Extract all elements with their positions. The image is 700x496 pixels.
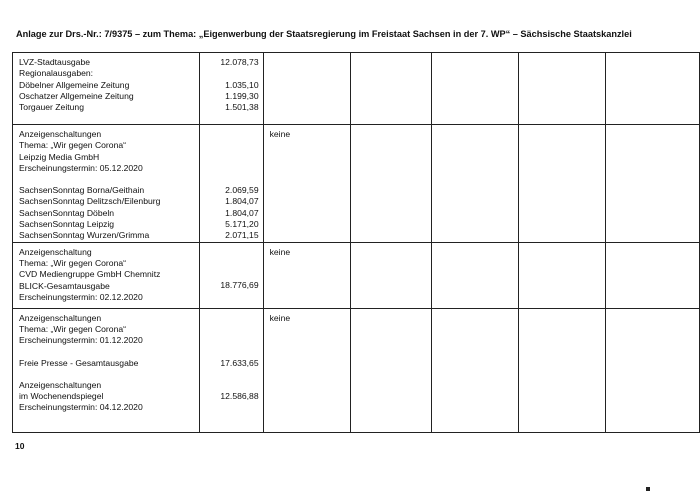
amount-value	[206, 68, 258, 79]
publication-name: LVZ-Stadtausgabe	[19, 57, 91, 67]
empty-cell	[350, 308, 431, 432]
ad-heading: Anzeigenschaltungen	[19, 379, 102, 390]
publication-name: SachsenSonntag Delitzsch/Eilenburg	[19, 196, 161, 207]
publication-name: im Wochenendspiegel	[19, 391, 104, 402]
note-cell	[263, 53, 350, 125]
ad-topic: Thema: „Wir gegen Corona“	[19, 257, 126, 268]
publication-name: SachsenSonntag Wurzen/Grimma	[19, 230, 150, 241]
amount-cell	[200, 53, 263, 125]
publication-name: SachsenSonntag Leipzig	[19, 219, 115, 230]
publication-date: Erscheinungstermin: 01.12.2020	[19, 335, 143, 346]
ad-heading: Anzeigenschaltung	[19, 246, 92, 257]
note-text	[270, 57, 344, 68]
table-row	[13, 53, 700, 125]
description-cell	[13, 53, 200, 125]
publication-name: SachsenSonntag Döbeln	[19, 207, 115, 218]
table-row	[13, 308, 700, 432]
publication-name: Regionalausgaben:	[19, 68, 94, 79]
amount-value: 12.586,88	[220, 391, 259, 402]
empty-cell	[350, 125, 431, 243]
description-cell	[13, 125, 200, 243]
note-cell	[263, 125, 350, 243]
amount-value: 1.804,07	[225, 207, 259, 218]
publication-date: Erscheinungstermin: 05.12.2020	[19, 162, 143, 173]
publication-name: Döbelner Allgemeine Zeitung	[19, 79, 130, 90]
publisher-name: CVD Mediengruppe GmbH Chemnitz	[19, 269, 161, 280]
ad-topic: Thema: „Wir gegen Corona“	[19, 140, 126, 151]
page-number: 10	[15, 441, 25, 451]
note-cell	[263, 242, 350, 308]
empty-cell	[518, 125, 606, 243]
amount-value: 5.171,20	[225, 219, 259, 230]
empty-cell	[606, 308, 700, 432]
amount-value: 1.199,30	[225, 90, 259, 101]
empty-cell	[518, 53, 606, 125]
publication-name: BLICK-Gesamtausgabe	[19, 280, 110, 291]
empty-cell	[431, 308, 518, 432]
amount-value: 2.069,59	[225, 185, 259, 196]
publication-name: Freie Presse - Gesamtausgabe	[19, 357, 139, 368]
publication-name: Torgauer Zeitung	[19, 102, 84, 113]
scan-mark	[646, 487, 650, 491]
description-cell	[13, 242, 200, 308]
empty-cell	[606, 53, 700, 125]
amount-cell	[200, 308, 263, 432]
amount-cell	[200, 242, 263, 308]
amount-value: 1.035,10	[225, 79, 259, 90]
amount-value: 1.804,07	[225, 196, 259, 207]
amount-cell	[200, 125, 263, 243]
empty-cell	[431, 125, 518, 243]
note-text: keine	[269, 129, 291, 139]
amount-value: 1.501,38	[225, 102, 259, 113]
empty-cell	[431, 53, 518, 125]
amount-value: 17.633,65	[220, 357, 259, 368]
amount-value: 2.071,15	[225, 230, 259, 241]
empty-cell	[518, 242, 606, 308]
empty-cell	[606, 242, 700, 308]
empty-cell	[606, 125, 700, 243]
ad-heading: Anzeigenschaltungen	[19, 129, 102, 139]
ad-heading: Anzeigenschaltungen	[19, 312, 102, 323]
empty-cell	[518, 308, 606, 432]
page-header-title: Anlage zur Drs.-Nr.: 7/9375 – zum Thema: „Eigenwerbung der Staatsregierung im Freistaat Sachsen in der 7. WP“ – Sächsische Staatskanzlei	[16, 29, 632, 39]
expenditure-table	[12, 52, 700, 433]
publication-date: Erscheinungstermin: 02.12.2020	[19, 291, 143, 302]
empty-cell	[431, 242, 518, 308]
note-text: keine	[269, 312, 291, 323]
description-cell	[13, 308, 200, 432]
table-row	[13, 242, 700, 308]
note-text: keine	[269, 246, 291, 257]
amount-value: 18.776,69	[220, 280, 259, 291]
amount-value: 12.078,73	[220, 57, 259, 67]
empty-cell	[350, 53, 431, 125]
empty-cell	[350, 242, 431, 308]
note-cell	[263, 308, 350, 432]
ad-topic: Thema: „Wir gegen Corona“	[19, 323, 126, 334]
table-row	[13, 125, 700, 243]
publication-name: SachsenSonntag Borna/Geithain	[19, 185, 145, 196]
publication-date: Erscheinungstermin: 04.12.2020	[19, 402, 143, 413]
publication-name: Oschatzer Allgemeine Zeitung	[19, 90, 134, 101]
publisher-name: Leipzig Media GmbH	[19, 151, 100, 162]
